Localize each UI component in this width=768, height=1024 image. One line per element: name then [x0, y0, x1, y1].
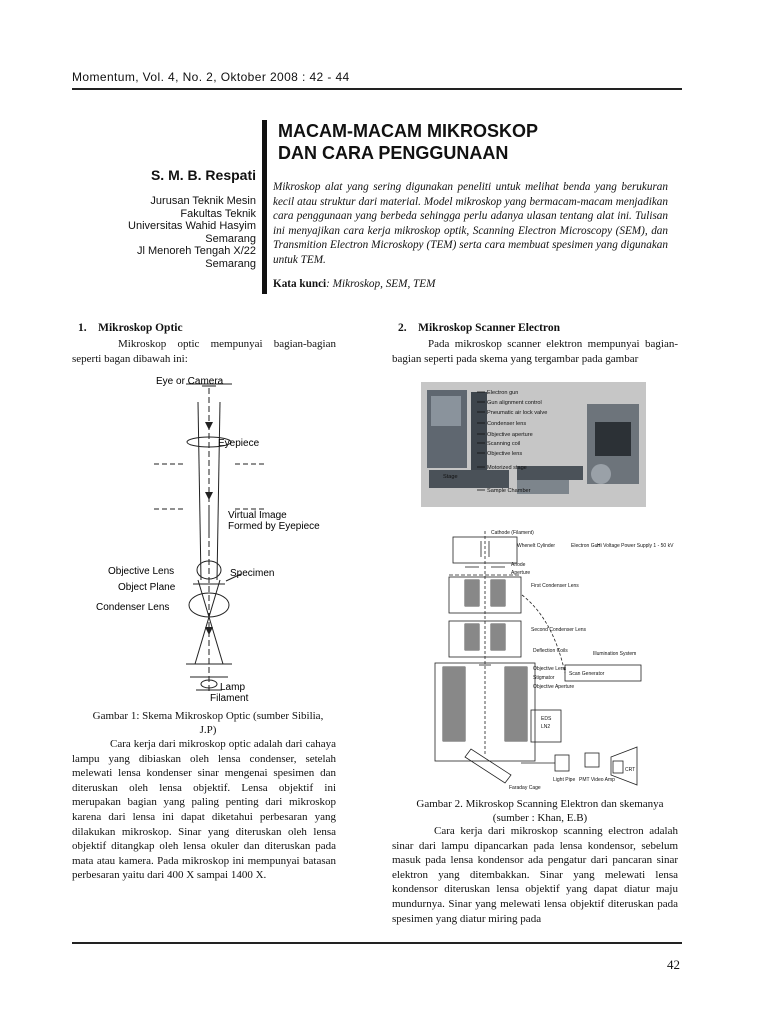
section-1-body: Cara kerja dari mikroskop optic adalah dari cahaya lampu yang dibiaskan oleh lensa condenser, setelah melewati lensa kondenser sinar mengenai spesimen dan diteruskan oleh lensa objektif. Lensa objektif ini merupakan bagian yang paling penting dari mikroskop karena dari lensa ini dapat diketahui perbesaran yang dilakukan mikroskop. Sinar yang diteruskan oleh lensa objektif ditangkap oleh lensa okuler dan diteruskan pada mata atau kamera. Pada mikroskop ini mempunyai batasan perbesaran yaitu dari 400 X sampai 1400 X.	[72, 738, 336, 882]
affil-line: Universitas Wahid Hasyim	[128, 220, 256, 233]
section-1-intro: Mikroskop optic mempunyai bagian-bagian seperti bagan dibawah ini:	[72, 338, 336, 365]
photo-label: Scanning coil	[487, 441, 521, 447]
photo-label: Gun alignment control	[487, 400, 542, 406]
schematic-label: Scan Generator	[569, 671, 605, 677]
label-objective-lens: Objective Lens	[108, 566, 175, 577]
optical-microscope-diagram	[88, 372, 333, 704]
label-object-plane: Object Plane	[118, 582, 176, 593]
label-formed-by-eyepiece: Formed by Eyepiece	[228, 521, 320, 532]
schematic-label: Deflection Coils	[533, 648, 568, 654]
label-specimen: Specimen	[230, 568, 275, 579]
schematic-label: Faraday Cage	[509, 785, 541, 791]
schematic-label: Cathode (Filament)	[491, 530, 534, 536]
page-number: 42	[667, 957, 680, 972]
author-affiliation	[76, 195, 256, 271]
photo-label: Electron gun	[487, 390, 519, 396]
schematic-label: Aperture	[511, 570, 531, 576]
title-line-1: MACAM-MACAM MIKROSKOP	[278, 121, 538, 141]
schematic-label: First Condenser Lens	[531, 583, 579, 589]
schematic-label: Stigmator	[533, 675, 555, 681]
photo-label: Motorized stage	[487, 465, 527, 471]
schematic-label: Light Pipe	[553, 777, 576, 783]
affil-line: Fakultas Teknik	[180, 207, 256, 220]
abstract: Mikroskop alat yang sering digunakan peneliti untuk melihat benda yang berukuran kecil atau struktur dari material. Model mikroskop yang bermacam-macam menjadikan cara penggunaan yang berbeda sehingga perlu adanya ulasan tentang alat ini. Tulisan ini menyajikan cara kerja mikroskop optik, Scanning Electron Microscopy (SEM), dan Transmition Electron Microskopy (TEM) serta cara membuat spesimen yang digunakan untuk TEM.	[273, 181, 668, 266]
schematic-label: Objective Aperture	[533, 684, 575, 690]
section-1-title: 1. Mikroskop Optic	[78, 322, 183, 334]
schematic-label: EDS	[541, 716, 552, 722]
affil-line: Semarang	[205, 257, 256, 270]
keywords-text: : Mikroskop, SEM, TEM	[326, 278, 436, 290]
photo-label: Objective aperture	[487, 432, 533, 438]
sem-photo	[421, 382, 646, 507]
keywords-label: Kata kunci	[273, 278, 327, 290]
photo-label: Objective lens	[487, 451, 523, 457]
sem-schematic	[425, 525, 674, 795]
figure-2-caption: Gambar 2. Mikroskop Scanning Elektron dan skemanya (sumber : Khan, E.B)	[416, 798, 664, 824]
schematic-label: Anode	[511, 562, 526, 568]
schematic-label: Second Condenser Lens	[531, 627, 587, 633]
label-virtual-image: Virtual Image	[228, 510, 287, 521]
label-lamp: Lamp	[220, 682, 246, 693]
photo-label: Condenser lens	[487, 421, 527, 427]
paper-title	[278, 120, 678, 164]
affil-line: Jurusan Teknik Mesin	[150, 195, 256, 207]
schematic-label: Objective Lens	[533, 666, 567, 672]
author-name: S. M. B. Respati	[150, 167, 256, 183]
label-eye-camera: Eye or Camera	[156, 376, 224, 387]
figure-1-caption: Gambar 1: Skema Mikroskop Optic (sumber Sibilia, J.P)	[92, 710, 324, 736]
journal-header: Momentum, Vol. 4, No. 2, Oktober 2008 : 42 - 44	[72, 70, 350, 84]
schematic-label: Illumination System	[593, 651, 637, 657]
section-2-intro: Pada mikroskop scanner elektron mempunyai bagian-bagian seperti pada skema yang tergambar pada gambar	[392, 338, 678, 365]
section-2-body: Cara kerja dari mikroskop scanning electron adalah sinar dari lampu dipancarkan pada lensa kondensor, sebelum masuk pada lensa kondensor ada pengatur dari pancaran sinar elektron yang ditembakkan. Sinar yang melewati lensa kondensor diteruskan lensa objektif yang dapat diatur maju mundurnya. Sinar yang melewati lensa objektif diteruskan pada spesimen yang diatur miring pada	[392, 825, 678, 925]
keywords	[273, 278, 668, 290]
title-bar	[262, 120, 267, 294]
photo-label: Pneumatic air lock valve	[487, 410, 548, 416]
label-filament: Filament	[210, 693, 249, 704]
section-2-title: 2. Mikroskop Scanner Electron	[398, 322, 560, 334]
footer-rule	[72, 942, 682, 944]
schematic-label: Whenelt Cylinder	[517, 543, 556, 549]
photo-label: Stage	[443, 474, 458, 480]
affil-line: Jl Menoreh Tengah X/22	[136, 245, 256, 258]
schematic-label: Hi Voltage Power Supply 1 - 50 kV	[597, 543, 674, 549]
schematic-label: LN2	[541, 724, 551, 730]
label-eyepiece: Eyepiece	[218, 438, 260, 449]
title-line-2: DAN CARA PENGGUNAAN	[278, 143, 509, 163]
schematic-label: PMT Video Amp	[579, 777, 615, 783]
schematic-label: Electron Gun	[571, 543, 601, 549]
header-rule	[72, 88, 682, 90]
schematic-label: CRT	[625, 767, 636, 773]
label-condenser-lens: Condenser Lens	[96, 602, 170, 613]
affil-line: Semarang	[205, 232, 256, 245]
photo-label: Sample Chamber	[487, 488, 531, 494]
